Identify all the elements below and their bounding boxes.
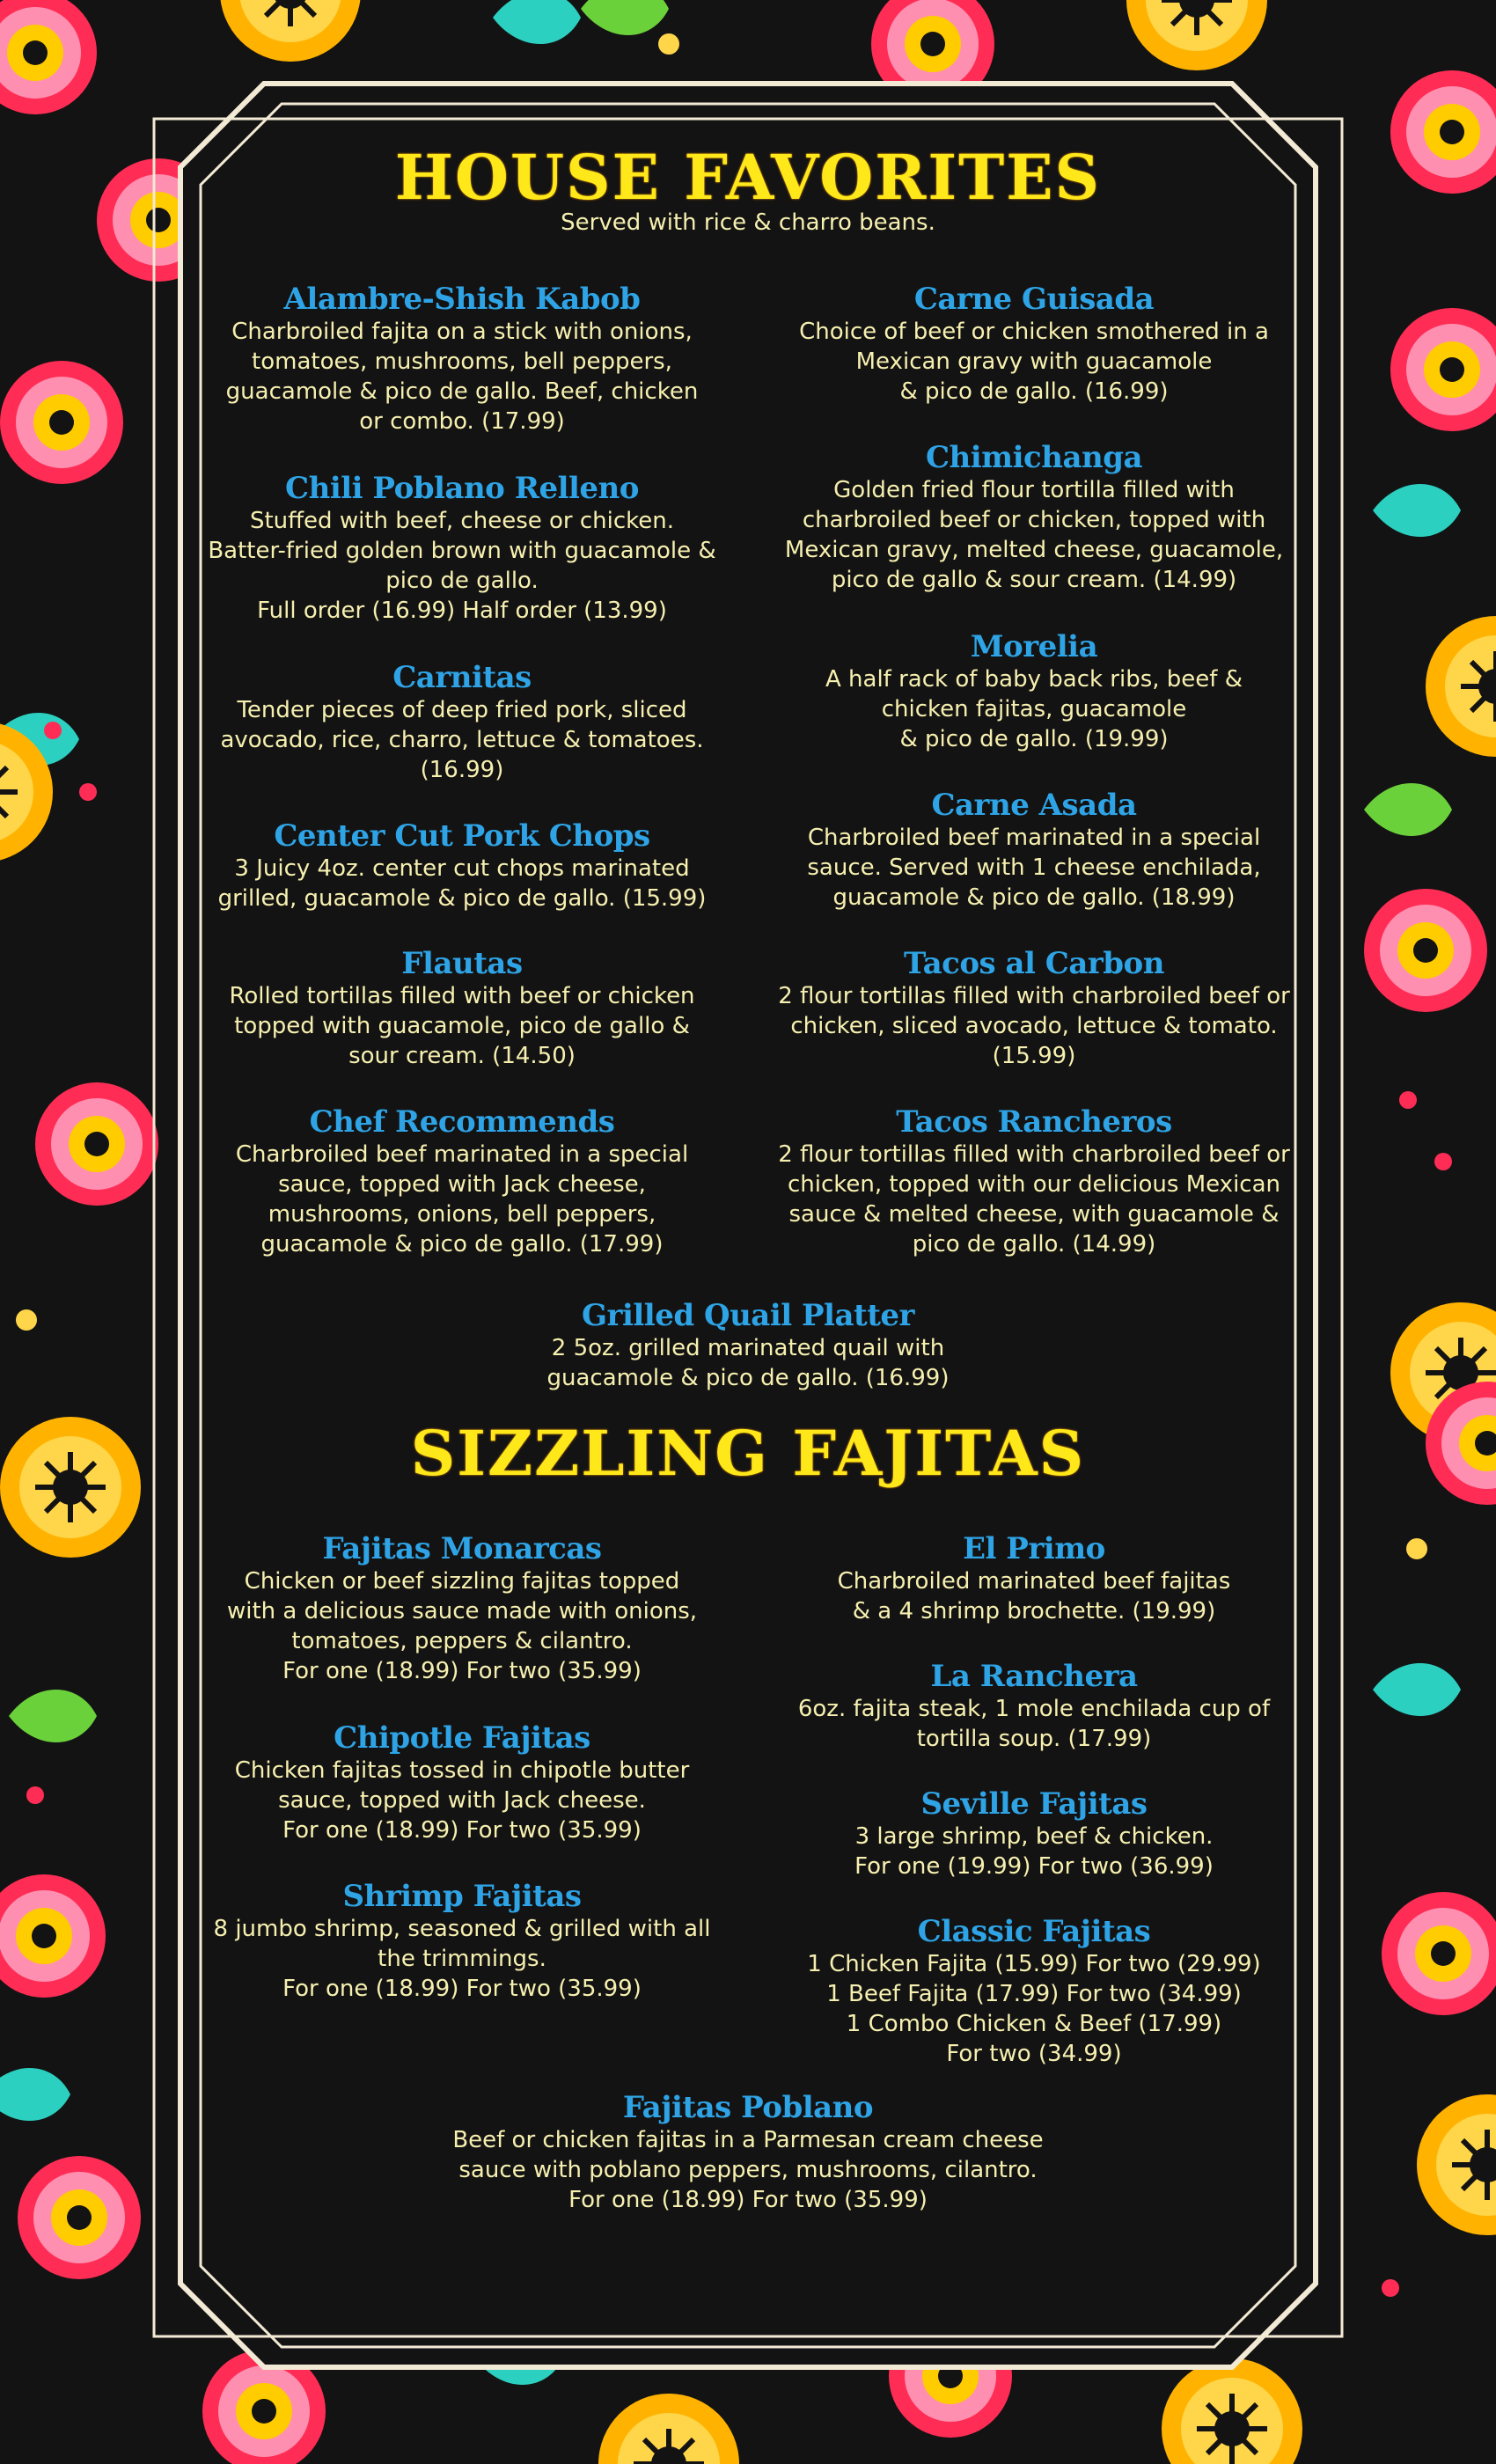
item-name: Carne Asada [931,788,1137,823]
menu-item [185,471,739,626]
item-name: Chili Poblano Relleno [285,471,639,506]
menu-item [757,1659,1311,1754]
item-description: 2 5oz. grilled marinated quail with guacamole & pico de gallo. (16.99) [546,1335,950,1391]
menu-item [757,629,1311,754]
item-name: Grilled Quail Platter [582,1298,914,1333]
item-name: Classic Fajitas [917,1914,1151,1949]
menu-item [396,1298,1100,1393]
menu-item [185,1720,739,1845]
item-name: Chef Recommends [309,1104,615,1140]
menu-item [757,1914,1311,2069]
item-description: A half rack of baby back ribs, beef & chicken fajitas, guacamole & pico de gallo. (19.99) [825,666,1243,752]
item-description: Charbroiled beef marinated in a special sauce. Served with 1 cheese enchilada, guacamole & pico de gallo. (18.99) [807,825,1261,911]
item-description: 3 Juicy 4oz. center cut chops marinated grilled, guacamole & pico de gallo. (15.99) [217,855,707,912]
item-name: Tacos al Carbon [904,946,1164,981]
menu-item [185,282,739,436]
item-description: Charbroiled beef marinated in a special sauce, topped with Jack cheese, mushrooms, onions, bell peppers, guacamole & pico de gallo. (17.99) [235,1141,689,1258]
menu-item [757,1104,1311,1259]
item-description: 2 flour tortillas filled with charbroiled beef or chicken, topped with our delicious Mexican sauce & melted cheese, with guacamole & pico de gallo. (14.99) [778,1141,1290,1258]
house-favorites-title: HOUSE FAVORITES [394,141,1102,214]
item-name: Morelia [970,629,1098,664]
item-name: Carne Guisada [913,282,1155,317]
item-description: 2 flour tortillas filled with charbroiled beef or chicken, sliced avocado, lettuce & tomato. (15.99) [778,983,1290,1069]
item-name: Seville Fajitas [920,1786,1148,1822]
item-description: Stuffed with beef, cheese or chicken. Batter-fried golden brown with guacamole & pico de gallo. Full order (16.99) Half order (13.99) [208,508,716,624]
menu-item [757,1786,1311,1881]
item-description: Beef or chicken fajitas in a Parmesan cream cheese sauce with poblano peppers, mushrooms, cilantro. For one (18.99) For two (35.99) [452,2127,1044,2213]
item-name: El Primo [963,1531,1105,1566]
menu-item [185,660,739,785]
item-description: Charbroiled fajita on a stick with onions, tomatoes, mushrooms, bell peppers, guacamole & pico de gallo. Beef, chicken or combo. (17.99) [225,319,699,435]
item-description: 3 large shrimp, beef & chicken. For one (19.99) For two (36.99) [854,1823,1214,1880]
item-name: Chimichanga [925,440,1143,475]
menu-item [757,788,1311,913]
house-favorites-subtitle: Served with rice & charro beans. [561,209,935,236]
item-description: Tender pieces of deep fried pork, sliced avocado, rice, charro, lettuce & tomatoes. (16.99) [220,697,704,783]
menu-item [396,2090,1100,2215]
item-description: Chicken fajitas tossed in chipotle butter sauce, topped with Jack cheese. For one (18.99) For two (35.99) [234,1757,690,1844]
menu-content [176,132,1320,2244]
item-description: 6oz. fajita steak, 1 mole enchilada cup of tortilla soup. (17.99) [797,1696,1271,1752]
menu-item [757,282,1311,407]
menu-item [185,946,739,1071]
item-name: Flautas [401,946,523,981]
item-name: Fajitas Poblano [622,2090,874,2125]
item-description: Rolled tortillas filled with beef or chicken topped with guacamole, pico de gallo & sour cream. (14.50) [229,983,695,1069]
item-description: Golden fried flour tortilla filled with charbroiled beef or chicken, topped with Mexican gravy, melted cheese, guacamole, pico de gallo & sour cream. (14.99) [784,477,1284,593]
item-description: 8 jumbo shrimp, seasoned & grilled with all the trimmings. For one (18.99) For two (35.99) [213,1916,711,2002]
item-description: 1 Chicken Fajita (15.99) For two (29.99) 1 Beef Fajita (17.99) For two (34.99) 1 Combo Chicken & Beef (17.99) For two (34.99) [807,1951,1261,2067]
menu-item [757,1531,1311,1626]
item-name: Carnitas [392,660,532,695]
item-description: Chicken or beef sizzling fajitas topped with a delicious sauce made with onions, tomatoes, peppers & cilantro. For one (18.99) For two (35.99) [226,1568,698,1684]
item-name: Center Cut Pork Chops [274,818,650,854]
item-name: Shrimp Fajitas [342,1879,582,1914]
menu-item [185,1104,739,1259]
item-name: Chipotle Fajitas [334,1720,590,1756]
item-name: Tacos Rancheros [896,1104,1172,1140]
menu-item [185,1531,739,1686]
menu-item [757,440,1311,595]
item-name: Alambre-Shish Kabob [283,282,641,317]
item-description: Charbroiled marinated beef fajitas & a 4 shrimp brochette. (19.99) [837,1568,1231,1624]
menu-item [185,818,739,913]
item-description: Choice of beef or chicken smothered in a Mexican gravy with guacamole & pico de gallo. (16.99) [799,319,1269,405]
menu-item [185,1879,739,2004]
sizzling-fajitas-title: SIZZLING FAJITAS [410,1417,1086,1490]
item-name: La Ranchera [930,1659,1138,1694]
item-name: Fajitas Monarcas [322,1531,602,1566]
menu-item [757,946,1311,1071]
